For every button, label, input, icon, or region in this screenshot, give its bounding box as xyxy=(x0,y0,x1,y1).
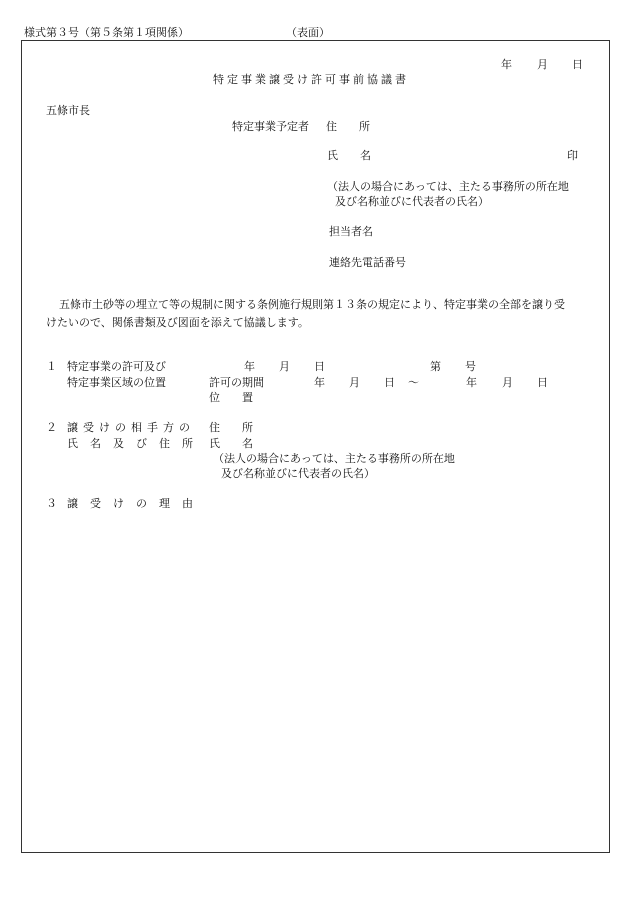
applicant-role: 特定事業予定者 xyxy=(232,120,309,133)
document-frame xyxy=(21,40,610,853)
item1-permit-day: 日 xyxy=(314,360,325,373)
item2-number: ２ xyxy=(46,421,57,434)
seal-mark: 印 xyxy=(567,149,578,162)
body-text-line1: 五條市土砂等の埋立て等の規制に関する条例施行規則第１３条の規定により、特定事業の全部を譲り受 xyxy=(59,298,565,311)
item1-period-end-year: 年 xyxy=(466,376,477,389)
date-day: 日 xyxy=(572,58,583,71)
applicant-address-label: 住 所 xyxy=(326,120,370,133)
item1-permit-dai: 第 xyxy=(430,360,441,373)
item1-location-label: 位 置 xyxy=(209,391,253,404)
date-month: 月 xyxy=(537,58,548,71)
item2-note-line2: 及び名称並びに代表者の氏名） xyxy=(221,467,375,480)
item1-label-line1: 特定事業の許可及び xyxy=(67,360,166,373)
item2-address-label: 住 所 xyxy=(209,421,253,434)
item1-period-end-month: 月 xyxy=(502,376,513,389)
phone-label: 連絡先電話番号 xyxy=(329,256,406,269)
item1-period-start-month: 月 xyxy=(349,376,360,389)
item1-period-start-day: 日 xyxy=(384,376,395,389)
body-text-line2: けたいので、関係書類及び図面を添えて協議します。 xyxy=(46,316,309,329)
applicant-name-label: 氏 名 xyxy=(327,149,371,162)
form-number: 様式第３号（第５条第１項関係） xyxy=(24,26,189,39)
item1-permit-month: 月 xyxy=(279,360,290,373)
item2-note-line1: （法人の場合にあっては、主たる事務所の所在地 xyxy=(213,452,455,465)
item2-name-label: 氏 名 xyxy=(209,437,253,450)
item1-permit-year: 年 xyxy=(244,360,255,373)
item1-period-end-day: 日 xyxy=(537,376,548,389)
applicant-note-line2: 及び名称並びに代表者の氏名） xyxy=(335,195,489,208)
item3-label: 譲受けの理由 xyxy=(67,497,205,510)
item1-number: １ xyxy=(46,360,57,373)
date-year: 年 xyxy=(501,58,512,71)
item2-label-line1: 譲受けの相手方の xyxy=(67,421,195,434)
item2-label-line2: 氏名及び住所 xyxy=(67,437,205,450)
item1-label-line2: 特定事業区域の位置 xyxy=(67,376,166,389)
side-label: （表面） xyxy=(286,26,330,39)
item1-period-label: 許可の期間 xyxy=(209,376,264,389)
item3-number: ３ xyxy=(46,497,57,510)
contact-person-label: 担当者名 xyxy=(329,225,373,238)
addressee: 五條市長 xyxy=(46,104,90,117)
applicant-note-line1: （法人の場合にあっては、主たる事務所の所在地 xyxy=(327,180,569,193)
item1-period-start-year: 年 xyxy=(314,376,325,389)
item1-permit-go: 号 xyxy=(465,360,476,373)
item1-period-tilde: 〜 xyxy=(408,376,419,389)
document-title: 特定事業譲受け許可事前協議書 xyxy=(213,73,409,86)
